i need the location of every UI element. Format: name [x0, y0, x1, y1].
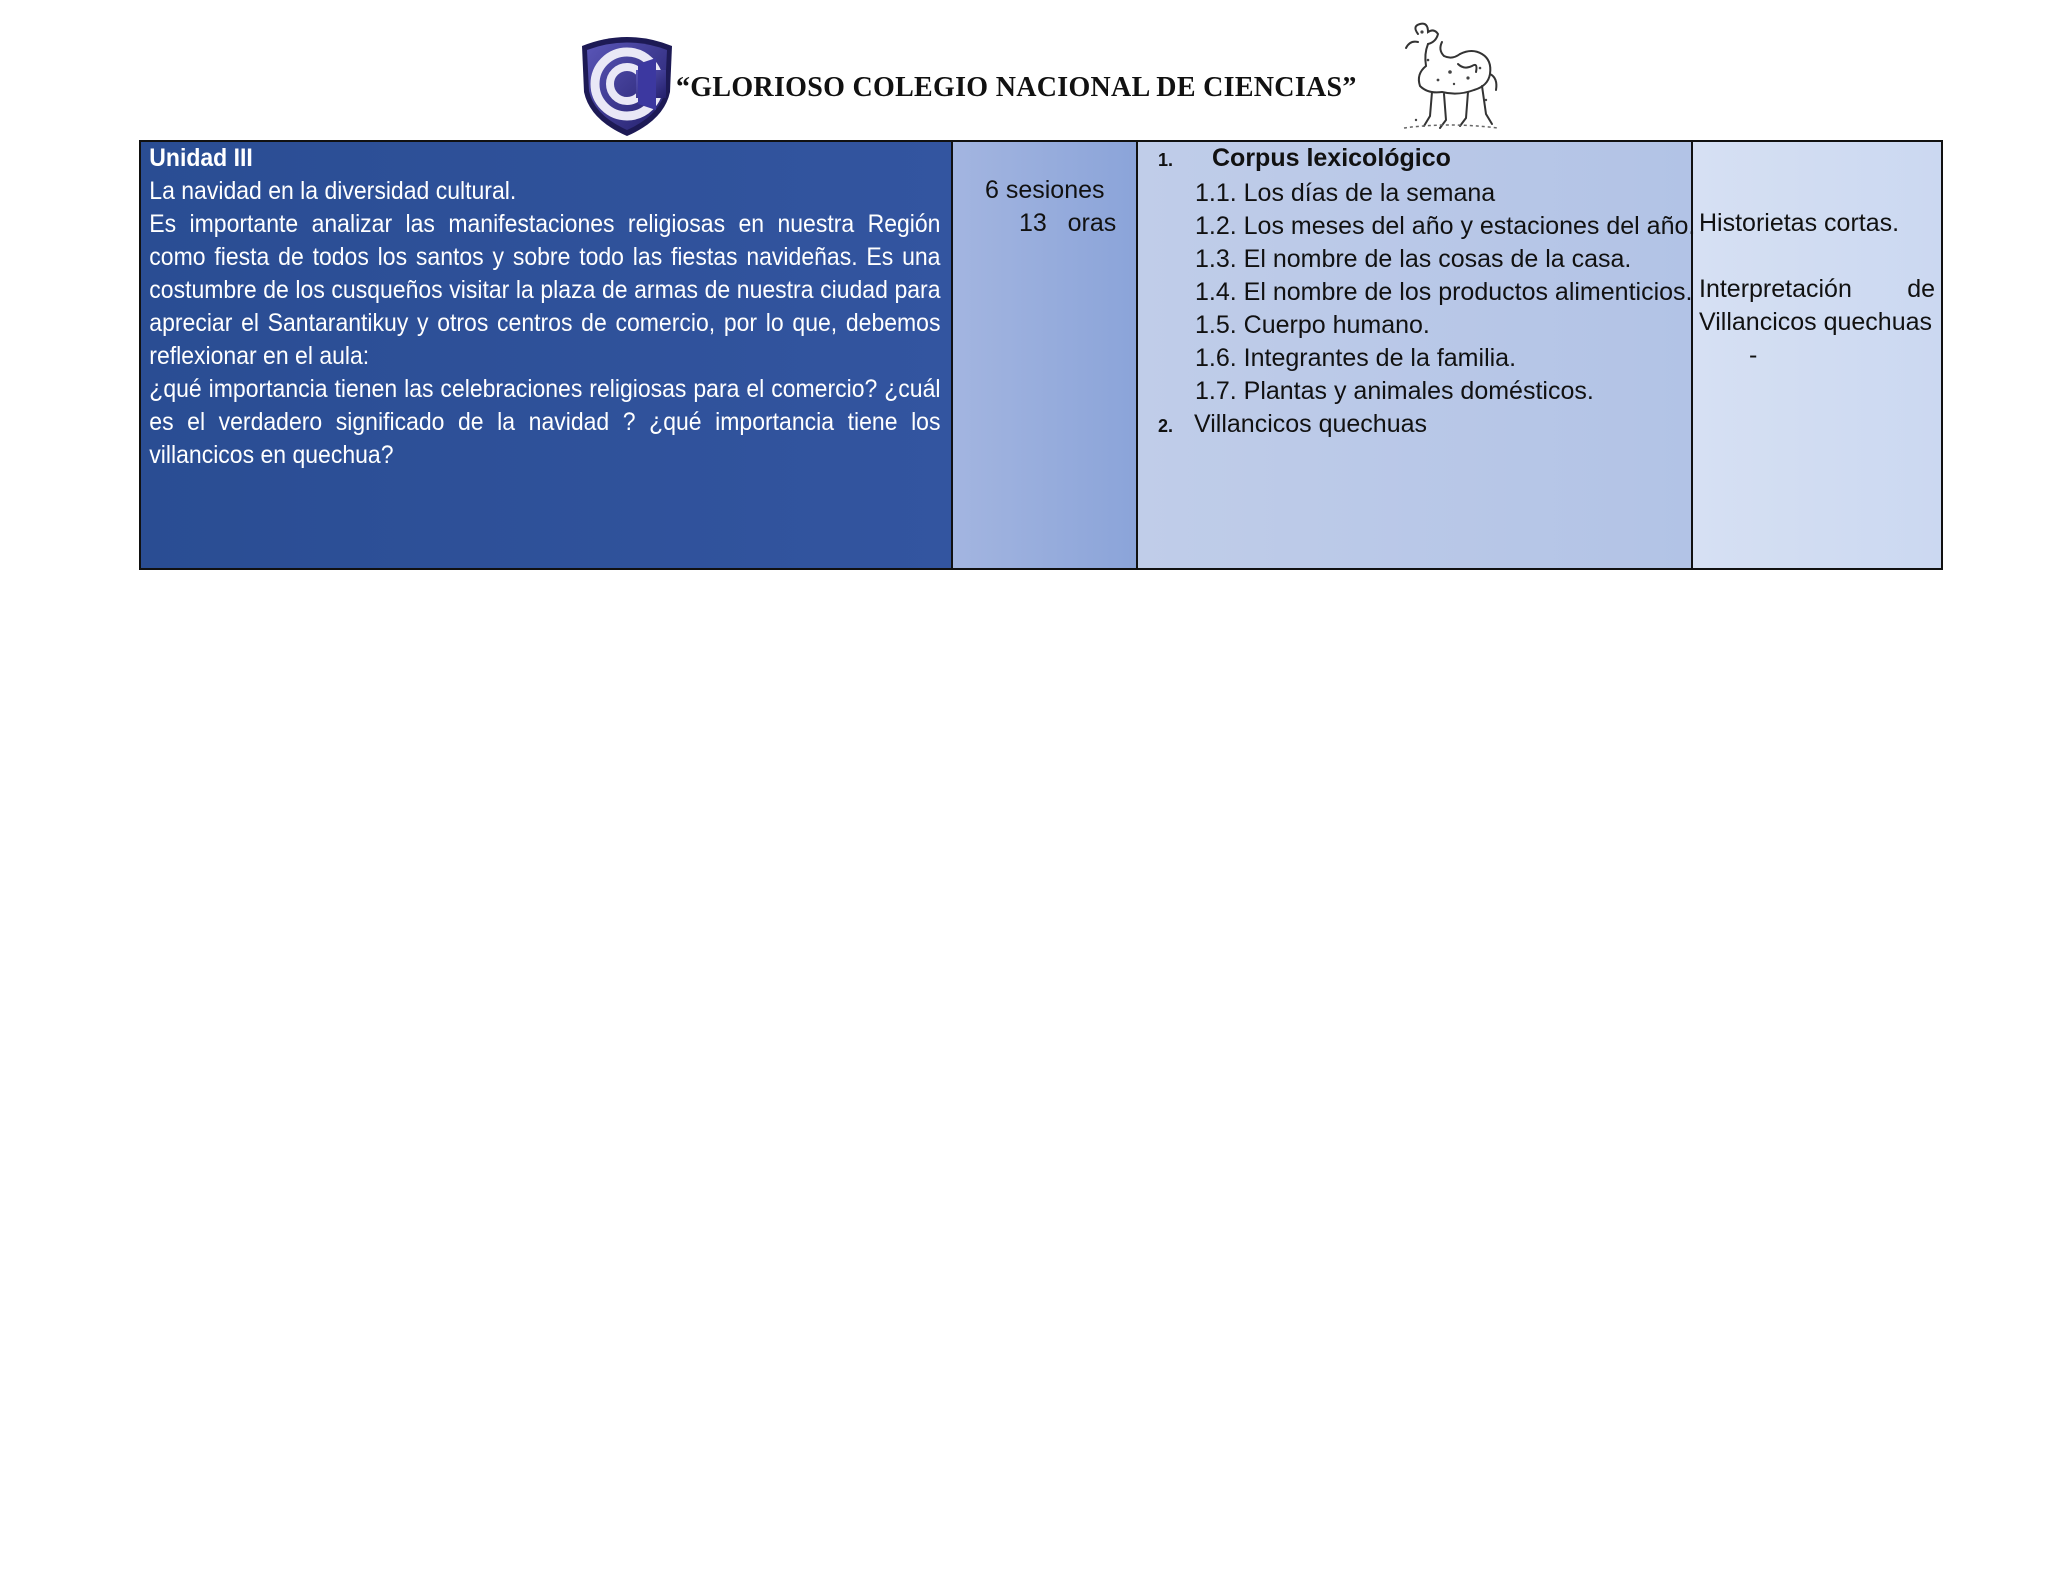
hours-count: 13 oras [1019, 209, 1117, 237]
unit-questions: ¿qué importancia tienen las celebraciones religiosas para el comercio? ¿cuál es el verdadero significado de la navidad ? ¿qué importancia tiene los villancicos en quechua? [149, 375, 941, 469]
sessions-count: 6 sesiones [985, 176, 1105, 204]
school-shield-logo [576, 34, 678, 138]
unit-paragraph: Es importante analizar las manifestaciones religiosas en nuestra Región como fiesta de todos los santos y sobre todo las fiestas navideñas. Es una costumbre de los cusqueños visitar la plaza de armas de nuestra ciudad para apreciar el Santarantikuy y otros centros de comercio, por lo que, debemos reflexionar en el aula: [149, 210, 941, 370]
contents-cell [1137, 141, 1696, 569]
product-word: Interpretación [1699, 275, 1852, 303]
list-item: 1.5. Cuerpo humano. [1195, 311, 1430, 339]
list-item: 1.4. El nombre de los productos alimenticios. [1195, 278, 1693, 306]
product-line: Historietas cortas. [1699, 209, 1900, 237]
item-label: Corpus lexicológico [1212, 144, 1451, 172]
list-item: 1.1. Los días de la semana [1195, 179, 1496, 207]
document-header [0, 20, 2048, 140]
product-line [1699, 273, 1935, 306]
unit-title: Unidad III [149, 144, 253, 172]
time-cell [952, 141, 1137, 569]
list-item [1158, 142, 1691, 177]
unit-subtitle: La navidad en la diversidad cultural. [149, 177, 517, 205]
table-row [140, 141, 1942, 569]
list-item: 1.7. Plantas y animales domésticos. [1195, 377, 1594, 405]
unit-description-cell [140, 141, 952, 569]
unit-plan-table [139, 140, 1943, 570]
product-word: de [1907, 275, 1935, 303]
spacer [1699, 240, 1935, 273]
llama-sketch-logo [1398, 20, 1502, 132]
school-name-title: “GLORIOSO COLEGIO NACIONAL DE CIENCIAS” [676, 72, 1357, 103]
product-dash: - [1749, 341, 1758, 369]
product-line: Villancicos quechuas [1699, 308, 1933, 336]
item-label: Villancicos quechuas [1194, 410, 1428, 438]
products-cell [1692, 141, 1942, 569]
list-item: 1.6. Integrantes de la familia. [1195, 344, 1517, 372]
list-item [1158, 408, 1691, 443]
list-item: 1.3. El nombre de las cosas de la casa. [1195, 245, 1632, 273]
item-number: 2. [1158, 416, 1174, 436]
item-number: 1. [1158, 150, 1174, 170]
list-item: 1.2. Los meses del año y estaciones del año. [1195, 212, 1696, 240]
